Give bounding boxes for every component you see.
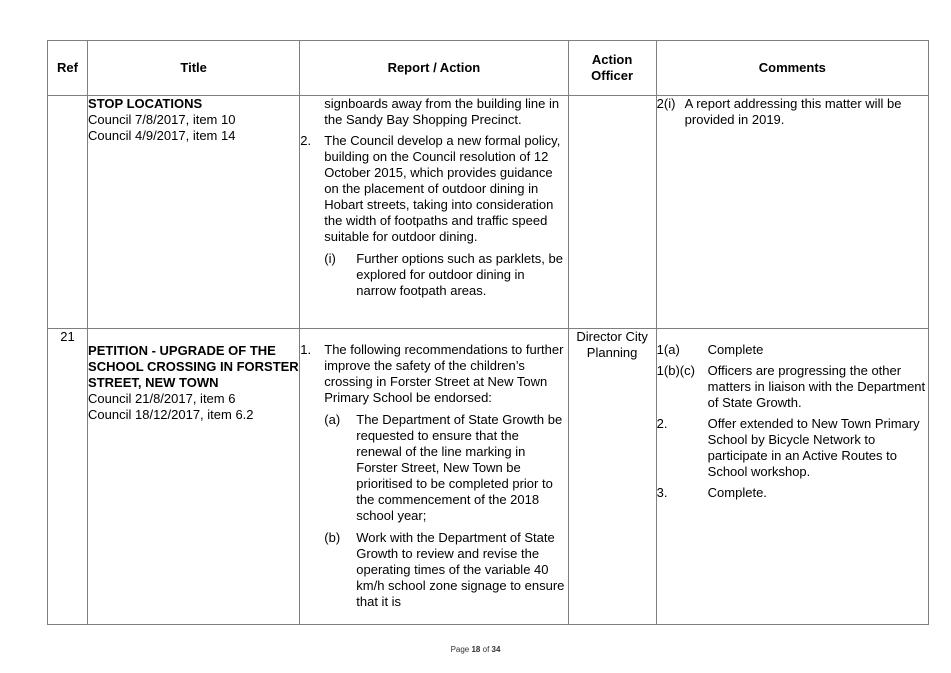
title-cell bbox=[88, 329, 300, 625]
subitem-text: The Department of State Growth be requested to ensure that the renewal of the line marking in Forster Street, New Town be prioritised to be completed prior to the commencement of the 2018 school year; bbox=[356, 412, 563, 523]
report-item bbox=[300, 133, 567, 245]
comment-item bbox=[657, 363, 928, 411]
comment-number: 2. bbox=[656, 416, 668, 431]
action-officer-cell: Director City Planning bbox=[568, 329, 656, 625]
report-subitem bbox=[324, 412, 567, 524]
council-ref: Council 18/12/2017, item 6.2 bbox=[88, 407, 254, 422]
comment-number: 1(b)(c) bbox=[656, 363, 695, 378]
subitem-number: (i) bbox=[324, 251, 336, 266]
page-number: 18 bbox=[471, 645, 481, 654]
subitem-number: (a) bbox=[324, 412, 341, 427]
comment-text: Complete. bbox=[707, 485, 767, 500]
comment-item bbox=[657, 96, 928, 128]
council-ref: Council 21/8/2017, item 6 bbox=[88, 391, 236, 406]
page-total: 34 bbox=[491, 645, 501, 654]
comment-number: 2(i) bbox=[656, 96, 676, 111]
item-text: The following recommendations to further improve the safety of the children’s crossing in Forster Street at New Town Primary School be endorsed: bbox=[324, 342, 564, 405]
item-number: 2. bbox=[300, 133, 312, 148]
header-action-officer-label: Action Officer bbox=[591, 52, 634, 83]
comment-item bbox=[657, 342, 928, 358]
item-title: STOP LOCATIONS bbox=[88, 96, 203, 111]
comment-text: Complete bbox=[707, 342, 764, 357]
comment-text: Officers are progressing the other matters in liaison with the Department of State Growth. bbox=[707, 363, 926, 410]
action-officer-cell bbox=[568, 96, 656, 329]
ref-cell bbox=[48, 96, 88, 329]
header-comments: Comments bbox=[656, 41, 928, 96]
header-report-action: Report / Action bbox=[300, 41, 568, 96]
subitem-text: Work with the Department of State Growth to review and revise the operating times of the variable 40 km/h school zone signage to ensure that it is bbox=[356, 530, 565, 609]
council-ref: Council 4/9/2017, item 14 bbox=[88, 128, 236, 143]
comment-item bbox=[657, 485, 928, 501]
ref-cell: 21 bbox=[48, 329, 88, 625]
comment-number: 1(a) bbox=[656, 342, 680, 357]
report-subitem bbox=[324, 530, 567, 610]
report-text: signboards away from the building line in the Sandy Bay Shopping Precinct. bbox=[324, 96, 560, 127]
table-row bbox=[48, 96, 929, 329]
header-ref: Ref bbox=[48, 41, 88, 96]
table-header-row bbox=[48, 41, 929, 96]
comments-cell bbox=[656, 329, 928, 625]
report-action-cell bbox=[300, 96, 568, 329]
comment-number: 3. bbox=[656, 485, 668, 500]
report-action-cell bbox=[300, 329, 568, 625]
report-subitem bbox=[324, 251, 567, 299]
header-action-officer bbox=[568, 41, 656, 96]
page-of-label: of bbox=[482, 645, 490, 654]
comment-item bbox=[657, 416, 928, 480]
item-number: 1. bbox=[300, 342, 312, 357]
comment-text: A report addressing this matter will be provided in 2019. bbox=[684, 96, 902, 127]
report-table bbox=[47, 40, 929, 625]
report-item bbox=[300, 342, 567, 406]
page-footer bbox=[0, 645, 951, 654]
subitem-text: Further options such as parklets, be explored for outdoor dining in narrow footpath areas. bbox=[356, 251, 563, 298]
item-text: The Council develop a new formal policy, building on the Council resolution of 12 October 2015, which provides guidance on the placement of outdoor dining in Hobart streets, taking into consideration the width of footpaths and traffic speed suitable for outdoor dining. bbox=[324, 133, 561, 244]
item-title: PETITION - UPGRADE OF THE SCHOOL CROSSING IN FORSTER STREET, NEW TOWN bbox=[88, 343, 299, 390]
page-label: Page bbox=[450, 645, 470, 654]
header-title: Title bbox=[88, 41, 300, 96]
subitem-number: (b) bbox=[324, 530, 341, 545]
title-cell bbox=[88, 96, 300, 329]
table-row bbox=[48, 329, 929, 625]
comments-cell bbox=[656, 96, 928, 329]
council-ref: Council 7/8/2017, item 10 bbox=[88, 112, 236, 127]
comment-text: Offer extended to New Town Primary School by Bicycle Network to participate in an Active Routes to School workshop. bbox=[707, 416, 920, 479]
